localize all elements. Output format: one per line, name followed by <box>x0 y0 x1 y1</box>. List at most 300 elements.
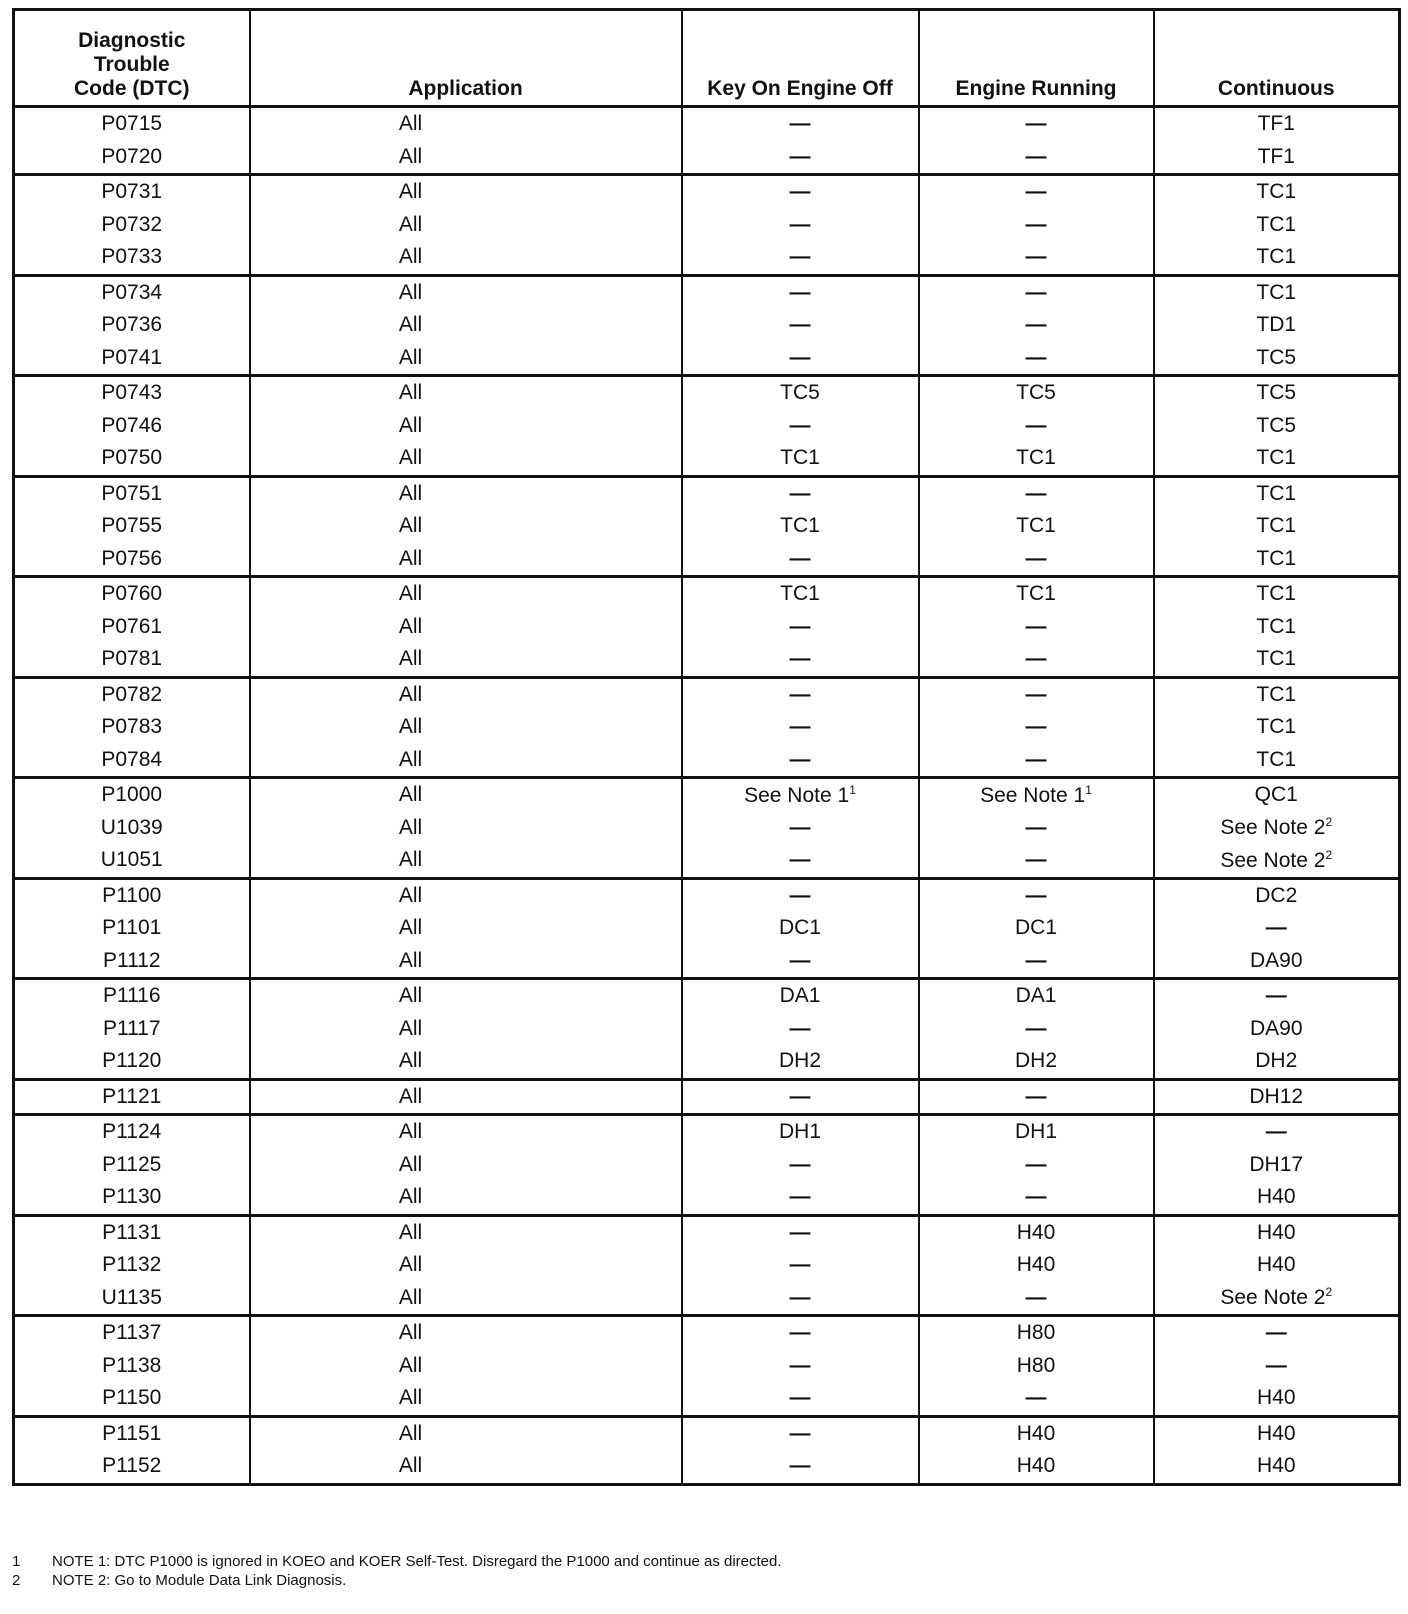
application-cell-text: All <box>398 1220 423 1244</box>
application-cell <box>250 410 682 443</box>
engine-running-cell <box>919 979 1154 1013</box>
key-on-engine-off-cell-text: — <box>789 1016 811 1040</box>
engine-running-cell <box>919 241 1154 275</box>
key-on-engine-off-cell-text: — <box>789 1152 811 1176</box>
application-cell <box>250 1045 682 1079</box>
key-on-engine-off-cell-text: — <box>789 1321 811 1345</box>
continuous-cell <box>1154 643 1400 677</box>
engine-running-cell <box>919 643 1154 677</box>
table-row <box>14 1215 1400 1249</box>
engine-running-cell <box>919 141 1154 175</box>
application-cell-text: All <box>398 1084 423 1108</box>
continuous-cell <box>1154 1350 1400 1383</box>
application-cell <box>250 1181 682 1215</box>
dtc-cell-text: P1131 <box>102 1220 162 1244</box>
engine-running-cell-text: — <box>1025 747 1047 771</box>
key-on-engine-off-cell <box>682 476 919 510</box>
note-superscript: 2 <box>1325 1285 1333 1300</box>
key-on-engine-off-cell <box>682 410 919 443</box>
engine-running-cell-text: — <box>1025 112 1047 136</box>
continuous-cell-text: DA90 <box>1249 1016 1303 1040</box>
engine-running-cell <box>919 812 1154 845</box>
engine-running-cell <box>919 778 1154 812</box>
dtc-cell-text: P1132 <box>102 1253 162 1277</box>
key-on-engine-off-cell-text: DH1 <box>778 1120 821 1144</box>
application-cell <box>250 711 682 744</box>
engine-running-cell <box>919 1249 1154 1282</box>
header-dtc-line-3: Code (DTC) <box>74 77 190 100</box>
continuous-cell-text: TC1 <box>1256 212 1297 236</box>
continuous-cell <box>1154 1215 1400 1249</box>
continuous-cell <box>1154 979 1400 1013</box>
dtc-cell-text: P0746 <box>101 413 163 437</box>
continuous-cell-text: TC1 <box>1256 682 1297 706</box>
table-row <box>14 1382 1400 1416</box>
table-row <box>14 1079 1400 1115</box>
key-on-engine-off-cell <box>682 376 919 410</box>
dtc-cell <box>14 945 250 979</box>
table-row <box>14 476 1400 510</box>
header-engine-running: Engine Running <box>919 10 1154 107</box>
continuous-cell <box>1154 376 1400 410</box>
key-on-engine-off-cell-text: TC1 <box>780 446 820 470</box>
application-cell <box>250 107 682 141</box>
continuous-cell-text: TC1 <box>1256 546 1297 570</box>
continuous-cell-text: H40 <box>1256 1386 1296 1410</box>
table-row <box>14 1450 1400 1484</box>
dtc-cell-text: P1150 <box>102 1386 162 1410</box>
engine-running-cell-text: — <box>1025 883 1047 907</box>
application-cell <box>250 1382 682 1416</box>
dtc-cell <box>14 442 250 476</box>
continuous-cell-text: H40 <box>1256 1253 1296 1277</box>
engine-running-cell <box>919 611 1154 644</box>
application-cell <box>250 611 682 644</box>
application-cell-text: All <box>398 1454 423 1478</box>
dtc-cell-text: U1039 <box>100 815 163 839</box>
engine-running-cell-text: — <box>1025 1084 1047 1108</box>
dtc-cell-text: U1135 <box>101 1285 162 1309</box>
key-on-engine-off-cell <box>682 744 919 778</box>
continuous-cell-text: See Note 2 <box>1220 848 1326 872</box>
application-cell-text: All <box>398 984 423 1008</box>
continuous-cell-text: TC5 <box>1256 345 1297 369</box>
continuous-cell-text: H40 <box>1256 1185 1296 1209</box>
engine-running-cell-text: DH1 <box>1014 1120 1057 1144</box>
dtc-cell <box>14 912 250 945</box>
table-row <box>14 442 1400 476</box>
dtc-cell <box>14 677 250 711</box>
application-cell <box>250 543 682 577</box>
engine-running-cell <box>919 543 1154 577</box>
application-cell-text: All <box>398 180 423 204</box>
dtc-cell-text: P0783 <box>101 715 163 739</box>
key-on-engine-off-cell <box>682 1249 919 1282</box>
application-cell <box>250 1013 682 1046</box>
table-row <box>14 275 1400 309</box>
dtc-cell <box>14 1282 250 1316</box>
dtc-cell-text: P0784 <box>101 747 163 771</box>
table-row <box>14 241 1400 275</box>
application-cell <box>250 1450 682 1484</box>
key-on-engine-off-cell <box>682 442 919 476</box>
engine-running-cell <box>919 510 1154 543</box>
key-on-engine-off-cell <box>682 1013 919 1046</box>
continuous-cell-text: — <box>1265 916 1287 940</box>
application-cell-text: All <box>398 948 423 972</box>
dtc-cell <box>14 309 250 342</box>
table-row <box>14 510 1400 543</box>
table-row <box>14 912 1400 945</box>
engine-running-cell <box>919 442 1154 476</box>
application-cell <box>250 476 682 510</box>
table-row <box>14 1316 1400 1350</box>
key-on-engine-off-cell <box>682 510 919 543</box>
application-cell <box>250 275 682 309</box>
table-row <box>14 844 1400 878</box>
key-on-engine-off-cell-text: — <box>789 848 811 872</box>
application-cell-text: All <box>398 1120 423 1144</box>
continuous-cell-text: TC1 <box>1256 582 1297 606</box>
engine-running-cell <box>919 1316 1154 1350</box>
continuous-cell-text: DA90 <box>1249 948 1303 972</box>
dtc-cell <box>14 1350 250 1383</box>
continuous-cell <box>1154 1316 1400 1350</box>
continuous-cell <box>1154 844 1400 878</box>
note-superscript: 2 <box>1325 847 1333 862</box>
application-cell-text: All <box>398 112 423 136</box>
engine-running-cell <box>919 376 1154 410</box>
dtc-cell <box>14 410 250 443</box>
continuous-cell-text: — <box>1265 1321 1287 1345</box>
application-cell-text: All <box>398 514 423 538</box>
key-on-engine-off-cell <box>682 1282 919 1316</box>
dtc-cell <box>14 1181 250 1215</box>
continuous-cell-text: — <box>1265 1120 1287 1144</box>
dtc-cell-text: P0782 <box>101 682 163 706</box>
table-row <box>14 1045 1400 1079</box>
continuous-cell <box>1154 778 1400 812</box>
key-on-engine-off-cell-text: — <box>789 1386 811 1410</box>
engine-running-cell-text: — <box>1025 1285 1047 1309</box>
dtc-cell <box>14 1013 250 1046</box>
key-on-engine-off-cell-text: — <box>789 747 811 771</box>
continuous-cell <box>1154 410 1400 443</box>
application-cell-text: All <box>398 1049 423 1073</box>
engine-running-cell <box>919 107 1154 141</box>
continuous-cell <box>1154 141 1400 175</box>
engine-running-cell-text: H40 <box>1016 1220 1056 1244</box>
continuous-cell <box>1154 241 1400 275</box>
key-on-engine-off-cell-text: — <box>789 1454 811 1478</box>
table-row <box>14 577 1400 611</box>
application-cell-text: All <box>398 1152 423 1176</box>
application-cell <box>250 812 682 845</box>
application-cell-text: All <box>398 815 423 839</box>
application-cell <box>250 744 682 778</box>
table-header <box>14 10 1400 107</box>
key-on-engine-off-cell <box>682 643 919 677</box>
dtc-cell-text: P1112 <box>102 948 161 972</box>
key-on-engine-off-cell <box>682 1181 919 1215</box>
application-cell <box>250 677 682 711</box>
key-on-engine-off-cell-text: — <box>789 144 811 168</box>
application-cell-text: All <box>398 144 423 168</box>
continuous-cell-text: QC1 <box>1254 783 1298 807</box>
dtc-cell-text: P0756 <box>101 546 163 570</box>
table-row <box>14 677 1400 711</box>
engine-running-cell <box>919 476 1154 510</box>
table-body <box>14 107 1400 1485</box>
engine-running-cell-text: — <box>1025 1185 1047 1209</box>
dtc-cell-text: P1152 <box>102 1454 162 1478</box>
header-key-on-engine-off: Key On Engine Off <box>682 10 919 107</box>
application-cell-text: All <box>398 481 423 505</box>
continuous-cell <box>1154 812 1400 845</box>
dtc-cell <box>14 1416 250 1450</box>
application-cell <box>250 878 682 912</box>
continuous-cell-text: DH17 <box>1249 1152 1304 1176</box>
dtc-cell <box>14 778 250 812</box>
continuous-cell-text: DC2 <box>1255 883 1298 907</box>
application-cell <box>250 1316 682 1350</box>
engine-running-cell-text: DH2 <box>1014 1049 1057 1073</box>
application-cell-text: All <box>398 413 423 437</box>
continuous-cell <box>1154 342 1400 376</box>
engine-running-cell-text: TC1 <box>1016 446 1056 470</box>
dtc-cell <box>14 611 250 644</box>
engine-running-cell-text: — <box>1025 180 1047 204</box>
footnote-2-text: NOTE 2: Go to Module Data Link Diagnosis. <box>52 1572 347 1589</box>
key-on-engine-off-cell-text: — <box>789 413 811 437</box>
dtc-cell <box>14 275 250 309</box>
application-cell-text: All <box>398 1386 423 1410</box>
table-row <box>14 711 1400 744</box>
key-on-engine-off-cell-text: — <box>789 715 811 739</box>
application-cell <box>250 577 682 611</box>
continuous-cell <box>1154 912 1400 945</box>
key-on-engine-off-cell-text: — <box>789 180 811 204</box>
application-cell-text: All <box>398 647 423 671</box>
engine-running-cell-text: — <box>1025 715 1047 739</box>
application-cell-text: All <box>398 546 423 570</box>
dtc-cell <box>14 543 250 577</box>
continuous-cell <box>1154 209 1400 242</box>
engine-running-cell-text: — <box>1025 245 1047 269</box>
application-cell-text: All <box>398 1285 423 1309</box>
dtc-cell-text: P0761 <box>101 614 163 638</box>
engine-running-cell <box>919 309 1154 342</box>
dtc-cell-text: P0751 <box>101 481 163 505</box>
dtc-cell-text: P1120 <box>102 1049 162 1073</box>
dtc-cell <box>14 1079 250 1115</box>
table-row <box>14 141 1400 175</box>
application-cell-text: All <box>398 1421 423 1445</box>
table-row <box>14 979 1400 1013</box>
dtc-cell <box>14 510 250 543</box>
key-on-engine-off-cell-text: DA1 <box>779 984 821 1008</box>
key-on-engine-off-cell-text: — <box>789 1185 811 1209</box>
engine-running-cell-text: — <box>1025 212 1047 236</box>
dtc-cell-text: P1101 <box>102 916 162 940</box>
engine-running-cell <box>919 1450 1154 1484</box>
application-cell-text: All <box>398 1253 423 1277</box>
table-row <box>14 342 1400 376</box>
key-on-engine-off-cell-text: — <box>789 1353 811 1377</box>
header-dtc-line-2: Trouble <box>93 53 170 76</box>
engine-running-cell-text: — <box>1025 848 1047 872</box>
continuous-cell-text: See Note 2 <box>1220 1286 1326 1310</box>
engine-running-cell-text: TC1 <box>1016 514 1056 538</box>
dtc-cell-text: P0720 <box>101 144 163 168</box>
key-on-engine-off-cell <box>682 241 919 275</box>
dtc-cell <box>14 1215 250 1249</box>
header-row <box>14 10 1400 107</box>
dtc-cell-text: U1051 <box>100 848 163 872</box>
table-row <box>14 1013 1400 1046</box>
engine-running-cell <box>919 1282 1154 1316</box>
dtc-cell-text: P1000 <box>101 783 163 807</box>
application-cell-text: All <box>398 848 423 872</box>
continuous-cell-text: TD1 <box>1256 313 1297 337</box>
key-on-engine-off-cell <box>682 1316 919 1350</box>
application-cell-text: All <box>398 614 423 638</box>
engine-running-cell <box>919 577 1154 611</box>
continuous-cell-text: TC1 <box>1256 514 1297 538</box>
key-on-engine-off-cell <box>682 1079 919 1115</box>
key-on-engine-off-cell-text: — <box>789 614 811 638</box>
dtc-cell-text: P0743 <box>101 381 163 405</box>
dtc-cell-text: P1138 <box>102 1353 162 1377</box>
key-on-engine-off-cell-text: — <box>789 481 811 505</box>
continuous-cell-text: TC5 <box>1256 381 1297 405</box>
table-row <box>14 209 1400 242</box>
engine-running-cell <box>919 945 1154 979</box>
key-on-engine-off-cell <box>682 677 919 711</box>
key-on-engine-off-cell-text: DC1 <box>778 916 821 940</box>
engine-running-cell <box>919 1149 1154 1182</box>
table-row <box>14 309 1400 342</box>
table-row <box>14 1249 1400 1282</box>
engine-running-cell-text: — <box>1025 682 1047 706</box>
key-on-engine-off-cell <box>682 711 919 744</box>
engine-running-cell-text: — <box>1025 647 1047 671</box>
continuous-cell <box>1154 476 1400 510</box>
dtc-cell <box>14 342 250 376</box>
key-on-engine-off-cell <box>682 878 919 912</box>
application-cell <box>250 1350 682 1383</box>
dtc-cell-text: P0732 <box>101 212 163 236</box>
application-cell-text: All <box>398 582 423 606</box>
engine-running-cell <box>919 1350 1154 1383</box>
continuous-cell <box>1154 175 1400 209</box>
application-cell-text: All <box>398 883 423 907</box>
key-on-engine-off-cell-text: DH2 <box>778 1049 821 1073</box>
continuous-cell-text: TC1 <box>1256 647 1297 671</box>
engine-running-cell-text: H80 <box>1016 1353 1056 1377</box>
key-on-engine-off-cell-text: — <box>789 1421 811 1445</box>
continuous-cell <box>1154 107 1400 141</box>
engine-running-cell-text: — <box>1025 413 1047 437</box>
table-row <box>14 1350 1400 1383</box>
continuous-cell <box>1154 1450 1400 1484</box>
application-cell <box>250 209 682 242</box>
engine-running-cell-text: H40 <box>1016 1253 1056 1277</box>
footnote-1 <box>12 1553 782 1570</box>
dtc-cell-text: P1121 <box>102 1084 162 1108</box>
application-cell <box>250 778 682 812</box>
engine-running-cell-text: — <box>1025 546 1047 570</box>
continuous-cell-text: TC1 <box>1256 481 1297 505</box>
key-on-engine-off-cell <box>682 141 919 175</box>
engine-running-cell <box>919 209 1154 242</box>
key-on-engine-off-cell-text: — <box>789 546 811 570</box>
engine-running-cell <box>919 1013 1154 1046</box>
application-cell-text: All <box>398 747 423 771</box>
application-cell-text: All <box>398 1321 423 1345</box>
footnote-1-number: 1 <box>12 1553 21 1570</box>
dtc-cell <box>14 1045 250 1079</box>
key-on-engine-off-cell <box>682 1215 919 1249</box>
dtc-cell <box>14 376 250 410</box>
application-cell-text: All <box>398 245 423 269</box>
application-cell <box>250 141 682 175</box>
dtc-cell <box>14 1115 250 1149</box>
engine-running-cell-text: — <box>1025 948 1047 972</box>
key-on-engine-off-cell-text: TC5 <box>780 381 820 405</box>
key-on-engine-off-cell <box>682 1416 919 1450</box>
continuous-cell <box>1154 744 1400 778</box>
key-on-engine-off-cell-text: — <box>789 345 811 369</box>
dtc-cell-text: P0781 <box>101 647 163 671</box>
engine-running-cell-text: TC1 <box>1016 582 1056 606</box>
key-on-engine-off-cell-text: See Note 1 <box>744 783 850 807</box>
key-on-engine-off-cell-text: — <box>789 280 811 304</box>
key-on-engine-off-cell <box>682 1149 919 1182</box>
application-cell-text: All <box>398 715 423 739</box>
application-cell <box>250 1416 682 1450</box>
continuous-cell <box>1154 1149 1400 1182</box>
application-cell <box>250 442 682 476</box>
engine-running-cell <box>919 744 1154 778</box>
engine-running-cell <box>919 844 1154 878</box>
key-on-engine-off-cell <box>682 175 919 209</box>
continuous-cell <box>1154 1249 1400 1282</box>
application-cell-text: All <box>398 783 423 807</box>
application-cell <box>250 1249 682 1282</box>
header-dtc-line-1: Diagnostic <box>78 29 186 52</box>
key-on-engine-off-cell <box>682 844 919 878</box>
continuous-cell-text: H40 <box>1256 1220 1296 1244</box>
engine-running-cell-text: — <box>1025 345 1047 369</box>
table-row <box>14 611 1400 644</box>
dtc-cell <box>14 711 250 744</box>
key-on-engine-off-cell-text: — <box>789 245 811 269</box>
application-cell <box>250 1149 682 1182</box>
key-on-engine-off-cell-text: — <box>789 682 811 706</box>
engine-running-cell <box>919 711 1154 744</box>
continuous-cell-text: H40 <box>1256 1421 1296 1445</box>
key-on-engine-off-cell <box>682 309 919 342</box>
key-on-engine-off-cell <box>682 1115 919 1149</box>
engine-running-cell-text: DC1 <box>1014 916 1057 940</box>
key-on-engine-off-cell <box>682 543 919 577</box>
continuous-cell-text: TC1 <box>1256 180 1297 204</box>
application-cell-text: All <box>398 345 423 369</box>
engine-running-cell-text: — <box>1025 313 1047 337</box>
application-cell-text: All <box>398 1016 423 1040</box>
key-on-engine-off-cell <box>682 912 919 945</box>
